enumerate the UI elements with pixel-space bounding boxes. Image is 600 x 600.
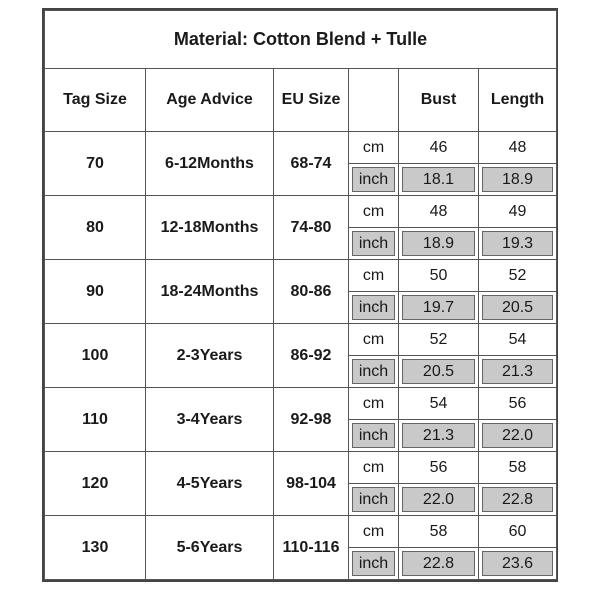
eu-size-cell: 98-104 xyxy=(274,452,349,516)
header-eu-size: EU Size xyxy=(274,69,349,132)
bust-cm-cell: 48 xyxy=(399,196,479,228)
bust-cm-cell: 58 xyxy=(399,516,479,548)
length-inch-cell: 19.3 xyxy=(479,228,557,260)
unit-inch-cell: inch xyxy=(349,420,399,452)
bust-cm-cell: 52 xyxy=(399,324,479,356)
eu-size-cell: 74-80 xyxy=(274,196,349,260)
age-advice-cell: 2-3Years xyxy=(146,324,274,388)
header-tag-size: Tag Size xyxy=(45,69,146,132)
bust-cm-cell: 46 xyxy=(399,132,479,164)
age-advice-cell: 3-4Years xyxy=(146,388,274,452)
table-row xyxy=(45,132,557,164)
unit-inch-cell: inch xyxy=(349,292,399,324)
unit-inch-cell: inch xyxy=(349,228,399,260)
length-cm-cell: 56 xyxy=(479,388,557,420)
bust-inch-cell: 21.3 xyxy=(399,420,479,452)
length-inch-cell: 23.6 xyxy=(479,548,557,580)
length-inch-cell: 21.3 xyxy=(479,356,557,388)
unit-inch-cell: inch xyxy=(349,484,399,516)
unit-cm-cell: cm xyxy=(349,132,399,164)
eu-size-cell: 92-98 xyxy=(274,388,349,452)
bust-cm-cell: 54 xyxy=(399,388,479,420)
unit-inch-cell: inch xyxy=(349,548,399,580)
table-row xyxy=(45,452,557,484)
age-advice-cell: 6-12Months xyxy=(146,132,274,196)
eu-size-cell: 110-116 xyxy=(274,516,349,580)
bust-inch-cell: 18.9 xyxy=(399,228,479,260)
length-cm-cell: 49 xyxy=(479,196,557,228)
length-cm-cell: 58 xyxy=(479,452,557,484)
table-row xyxy=(45,516,557,548)
tag-size-cell: 70 xyxy=(45,132,146,196)
unit-cm-cell: cm xyxy=(349,388,399,420)
length-inch-cell: 22.8 xyxy=(479,484,557,516)
tag-size-cell: 90 xyxy=(45,260,146,324)
eu-size-cell: 68-74 xyxy=(274,132,349,196)
size-chart xyxy=(42,8,558,582)
length-inch-cell: 18.9 xyxy=(479,164,557,196)
table-title: Material: Cotton Blend + Tulle xyxy=(45,11,557,69)
header-row xyxy=(45,69,557,132)
header-unit xyxy=(349,69,399,132)
bust-inch-cell: 19.7 xyxy=(399,292,479,324)
unit-cm-cell: cm xyxy=(349,516,399,548)
header-bust: Bust xyxy=(399,69,479,132)
unit-cm-cell: cm xyxy=(349,196,399,228)
eu-size-cell: 80-86 xyxy=(274,260,349,324)
age-advice-cell: 4-5Years xyxy=(146,452,274,516)
length-inch-cell: 22.0 xyxy=(479,420,557,452)
tag-size-cell: 120 xyxy=(45,452,146,516)
age-advice-cell: 18-24Months xyxy=(146,260,274,324)
table-row xyxy=(45,388,557,420)
unit-cm-cell: cm xyxy=(349,324,399,356)
length-cm-cell: 48 xyxy=(479,132,557,164)
size-table xyxy=(44,10,557,580)
eu-size-cell: 86-92 xyxy=(274,324,349,388)
bust-cm-cell: 50 xyxy=(399,260,479,292)
length-cm-cell: 52 xyxy=(479,260,557,292)
bust-inch-cell: 18.1 xyxy=(399,164,479,196)
table-row xyxy=(45,324,557,356)
table-body xyxy=(45,132,557,580)
age-advice-cell: 5-6Years xyxy=(146,516,274,580)
age-advice-cell: 12-18Months xyxy=(146,196,274,260)
table-row xyxy=(45,260,557,292)
length-inch-cell: 20.5 xyxy=(479,292,557,324)
unit-cm-cell: cm xyxy=(349,452,399,484)
bust-cm-cell: 56 xyxy=(399,452,479,484)
bust-inch-cell: 20.5 xyxy=(399,356,479,388)
header-length: Length xyxy=(479,69,557,132)
unit-inch-cell: inch xyxy=(349,356,399,388)
tag-size-cell: 110 xyxy=(45,388,146,452)
length-cm-cell: 60 xyxy=(479,516,557,548)
tag-size-cell: 80 xyxy=(45,196,146,260)
tag-size-cell: 100 xyxy=(45,324,146,388)
bust-inch-cell: 22.0 xyxy=(399,484,479,516)
unit-inch-cell: inch xyxy=(349,164,399,196)
length-cm-cell: 54 xyxy=(479,324,557,356)
table-row xyxy=(45,196,557,228)
bust-inch-cell: 22.8 xyxy=(399,548,479,580)
tag-size-cell: 130 xyxy=(45,516,146,580)
unit-cm-cell: cm xyxy=(349,260,399,292)
header-age-advice: Age Advice xyxy=(146,69,274,132)
